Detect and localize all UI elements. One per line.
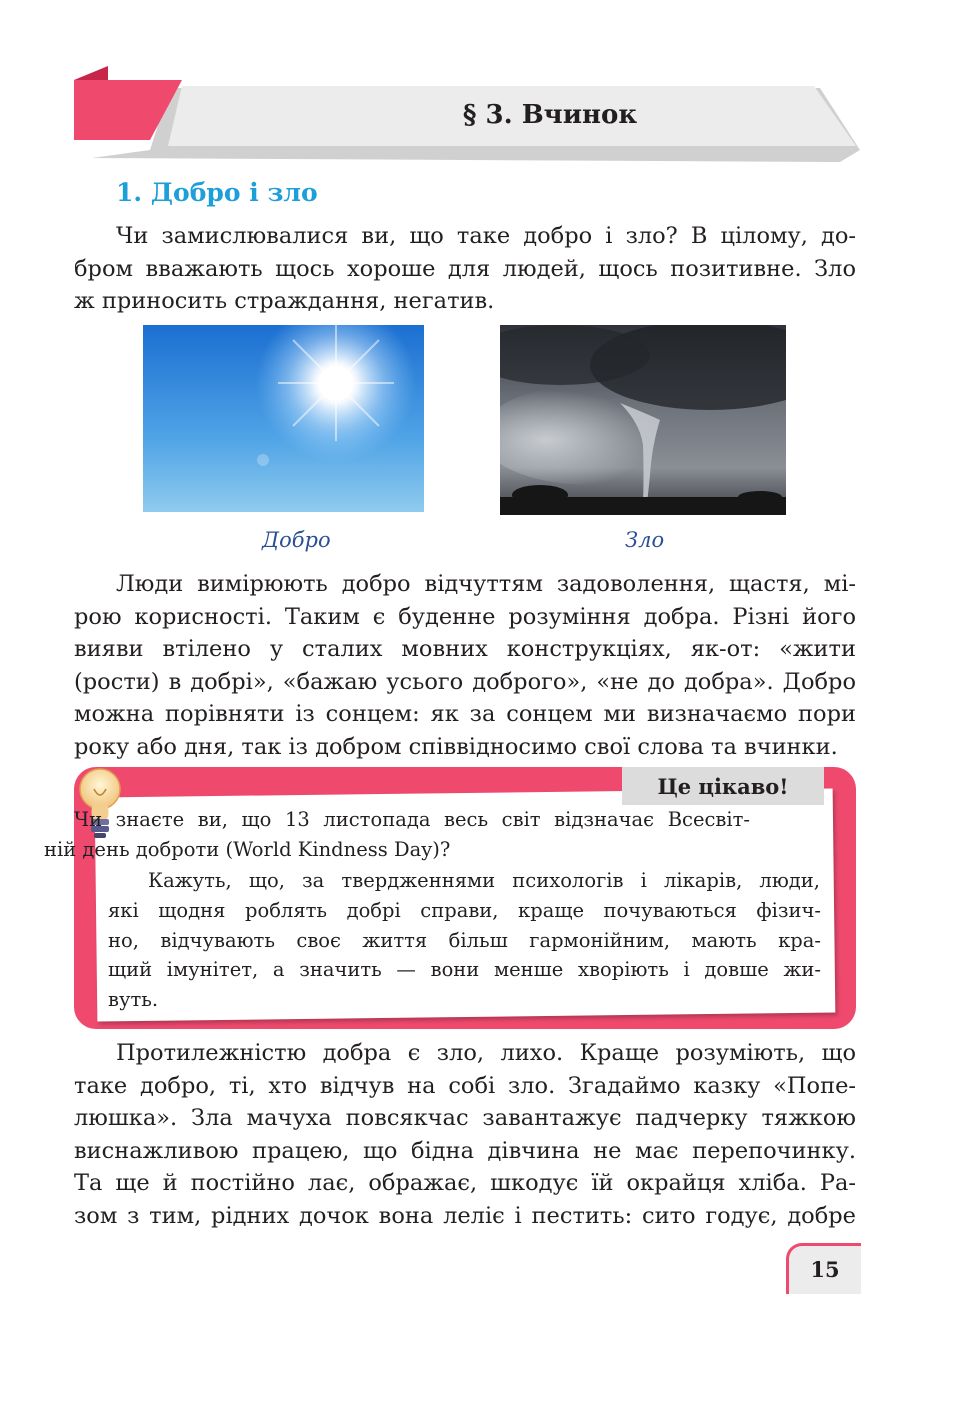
caption-evil: Зло (625, 528, 665, 552)
text-line: Люди вимірюють добро відчуттям задоволення, щастя, мі- (116, 571, 856, 597)
subheading-good-and-evil: 1. Добро і зло (116, 178, 318, 207)
page-number: 15 (786, 1243, 861, 1294)
text-line: вуть. (108, 987, 159, 1011)
header-ribbon-graphic (0, 0, 980, 180)
text-line: ж приносить страждання, негатив. (74, 288, 495, 314)
text-line: щий імунітет, а значить — вони менше хворіють і довше жи- (108, 958, 821, 981)
text-line: Чи знаєте ви, що 13 листопада весь світ відзначає Всесвіт- (74, 808, 750, 831)
text-line: ній день доброти (World Kindness Day)? (44, 837, 451, 861)
text-line: (рости) в добрі», «бажаю усього доброго», «не до добра». Добро (74, 668, 856, 695)
text-line: можна порівняти із сонцем: як за сонцем ми визначаємо пори (74, 701, 856, 727)
section-title: § 3. Вчинок (462, 100, 638, 130)
text-line: Та ще й постійно лає, ображає, шкодує їй окрайця хліба. Ра- (74, 1170, 856, 1196)
text-line: но, відчувають своє життя більш гармонійним, мають кра- (108, 928, 821, 952)
text-line: які щодня роблять добрі справи, краще почуваються фізич- (108, 899, 821, 922)
text-line: рою корисності. Таким є буденне розуміння добра. Різні його (74, 603, 856, 630)
text-line: виснажливою працею, що бідна дівчина не має перепочинку. (74, 1137, 856, 1164)
text-line: року або дня, так із добром співвідносимо свої слова та вчинки. (74, 733, 838, 760)
fact-paragraph-2-cont (108, 896, 821, 1014)
text-line: Протилежністю добра є зло, лихо. Краще розуміють, що (116, 1040, 856, 1066)
sun-sky-photo (143, 325, 424, 512)
closing-paragraph (74, 1037, 856, 1232)
body-paragraph (74, 568, 856, 763)
tornado-photo (500, 325, 786, 515)
text-line: люшка». Зла мачуха повсякчас завантажує падчерку тяжкою (74, 1105, 856, 1131)
interesting-badge: Це цікаво! (622, 767, 824, 805)
chapter-header (0, 0, 980, 180)
text-line: вияви втілено у сталих мовних конструкціях, як-от: «жити (74, 636, 856, 662)
fact-paragraph-2 (148, 866, 820, 896)
text-line: Чи замислювалися ви, що таке добро і зло? В цілому, до- (116, 223, 856, 249)
text-line: зом з тим, рідних дочок вона леліє і пестить: сито годує, добре (74, 1202, 856, 1229)
text-line: Кажуть, що, за твердженнями психологів і лікарів, люди, (148, 869, 820, 892)
caption-good: Добро (262, 528, 331, 552)
text-line: таке добро, ті, хто відчув на собі зло. Згадаймо казку «Попе- (74, 1072, 856, 1099)
text-line: бром вважають щось хороше для людей, щось позитивне. Зло (74, 255, 856, 282)
intro-paragraph (74, 220, 856, 318)
fact-paragraph-1 (44, 805, 750, 864)
